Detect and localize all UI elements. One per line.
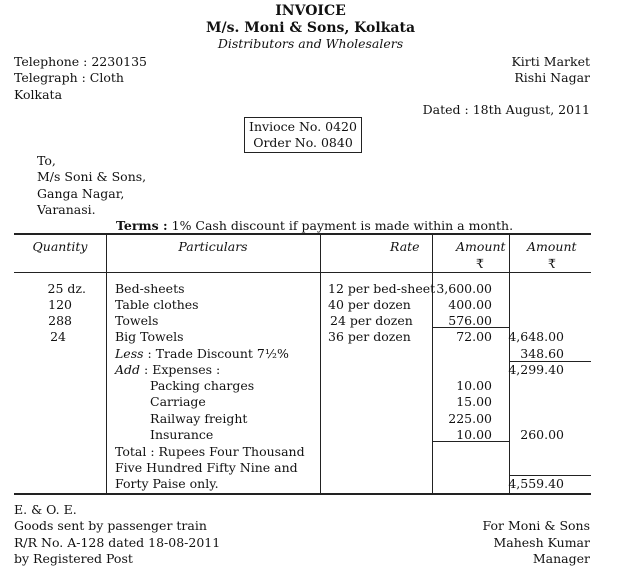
total-words-line: Five Hundred Fifty Nine and: [115, 460, 298, 475]
expense-amount: 225.00: [448, 411, 492, 426]
terms-text: 1% Cash discount if payment is made within a month.: [167, 218, 514, 233]
recipient-city: Varanasi.: [37, 202, 96, 217]
post-note: by Registered Post: [14, 551, 133, 566]
expense-name: Railway freight: [150, 411, 248, 426]
grand-total: 4,559.40: [508, 476, 564, 491]
shipping-note: Goods sent by passenger train: [14, 518, 207, 533]
rupee-icon: ₹: [476, 256, 484, 271]
address-line-2: Rishi Nagar: [514, 70, 590, 85]
less-text: : Trade Discount 7½%: [143, 346, 289, 361]
terms-label: Terms :: [116, 218, 168, 233]
terms-line: [116, 220, 513, 233]
less-label: Less: [115, 346, 144, 361]
signatory-name: Mahesh Kumar: [493, 535, 590, 550]
header-amount-2: Amount: [527, 239, 577, 254]
to-label: To,: [37, 153, 56, 168]
header-rate: Rate: [390, 239, 420, 254]
expense-name: Carriage: [150, 394, 206, 409]
item-rate: 36 per dozen: [328, 329, 411, 344]
invoice-date: Dated : 18th August, 2011: [422, 102, 590, 117]
item-rate: 24 per dozen: [330, 313, 413, 328]
recipient-name: M/s Soni & Sons,: [37, 169, 147, 184]
recipient-street: Ganga Nagar,: [37, 186, 125, 201]
invoice-number: Invioce No. 0420: [249, 119, 357, 134]
expense-amount: 10.00: [456, 378, 492, 393]
invoice-title: INVOICE: [275, 3, 346, 19]
expenses-total: 260.00: [520, 427, 564, 442]
header-particulars: Particulars: [178, 239, 248, 254]
column-divider-1: [106, 234, 107, 493]
add-text: : Expenses :: [140, 362, 221, 377]
discount-amount: 348.60: [520, 346, 564, 361]
firm-name: M/s. Moni & Sons, Kolkata: [205, 20, 416, 36]
item-qty: 120: [48, 297, 72, 312]
table-top-border: [14, 233, 591, 235]
telephone: Telephone : 2230135: [14, 54, 148, 69]
header-quantity: Quantity: [32, 239, 88, 254]
expense-name: Packing charges: [150, 378, 255, 393]
add-label: Add: [115, 362, 141, 377]
signatory-firm: For Moni & Sons: [482, 518, 590, 533]
less-line: [115, 348, 289, 361]
expense-amount: 10.00: [456, 427, 492, 442]
item-qty: 288: [48, 313, 72, 328]
item-amount: 3,600.00: [436, 281, 492, 296]
after-discount-amount: 4,299.40: [508, 362, 564, 377]
column-divider-2: [320, 234, 321, 493]
table-header-border: [14, 272, 591, 273]
expense-amount: 15.00: [456, 394, 492, 409]
item-particular: Table clothes: [115, 297, 199, 312]
item-rate: 40 per dozen: [328, 297, 411, 312]
table-bottom-border: [14, 493, 591, 495]
item-amount: 400.00: [448, 297, 492, 312]
railway-receipt: R/R No. A-128 dated 18-08-2011: [14, 535, 221, 550]
expense-name: Insurance: [150, 427, 214, 442]
sender-city: Kolkata: [14, 87, 63, 102]
signatory-title: Manager: [532, 551, 590, 566]
total-words-line: Total : Rupees Four Thousand: [115, 444, 305, 459]
firm-tagline: Distributors and Wholesalers: [217, 36, 404, 51]
address-line-1: Kirti Market: [511, 54, 590, 69]
add-line: [115, 364, 220, 377]
rupee-icon: ₹: [548, 256, 556, 271]
item-qty: 25 dz.: [47, 281, 86, 296]
item-amount: 72.00: [456, 329, 492, 344]
item-amount: 576.00: [448, 313, 492, 328]
total-words-line: Forty Paise only.: [115, 476, 219, 491]
column-divider-3: [432, 234, 433, 493]
order-number: Order No. 0840: [253, 135, 353, 150]
telegraph: Telegraph : Cloth: [14, 70, 124, 85]
header-amount-1: Amount: [456, 239, 506, 254]
item-rate: 12 per bed-sheet: [328, 281, 436, 296]
item-qty: 24: [50, 329, 66, 344]
subtotal-amount: 4,648.00: [508, 329, 564, 344]
item-particular: Bed-sheets: [115, 281, 185, 296]
item-particular: Big Towels: [115, 329, 184, 344]
errors-omissions: E. & O. E.: [14, 502, 77, 517]
item-particular: Towels: [115, 313, 159, 328]
